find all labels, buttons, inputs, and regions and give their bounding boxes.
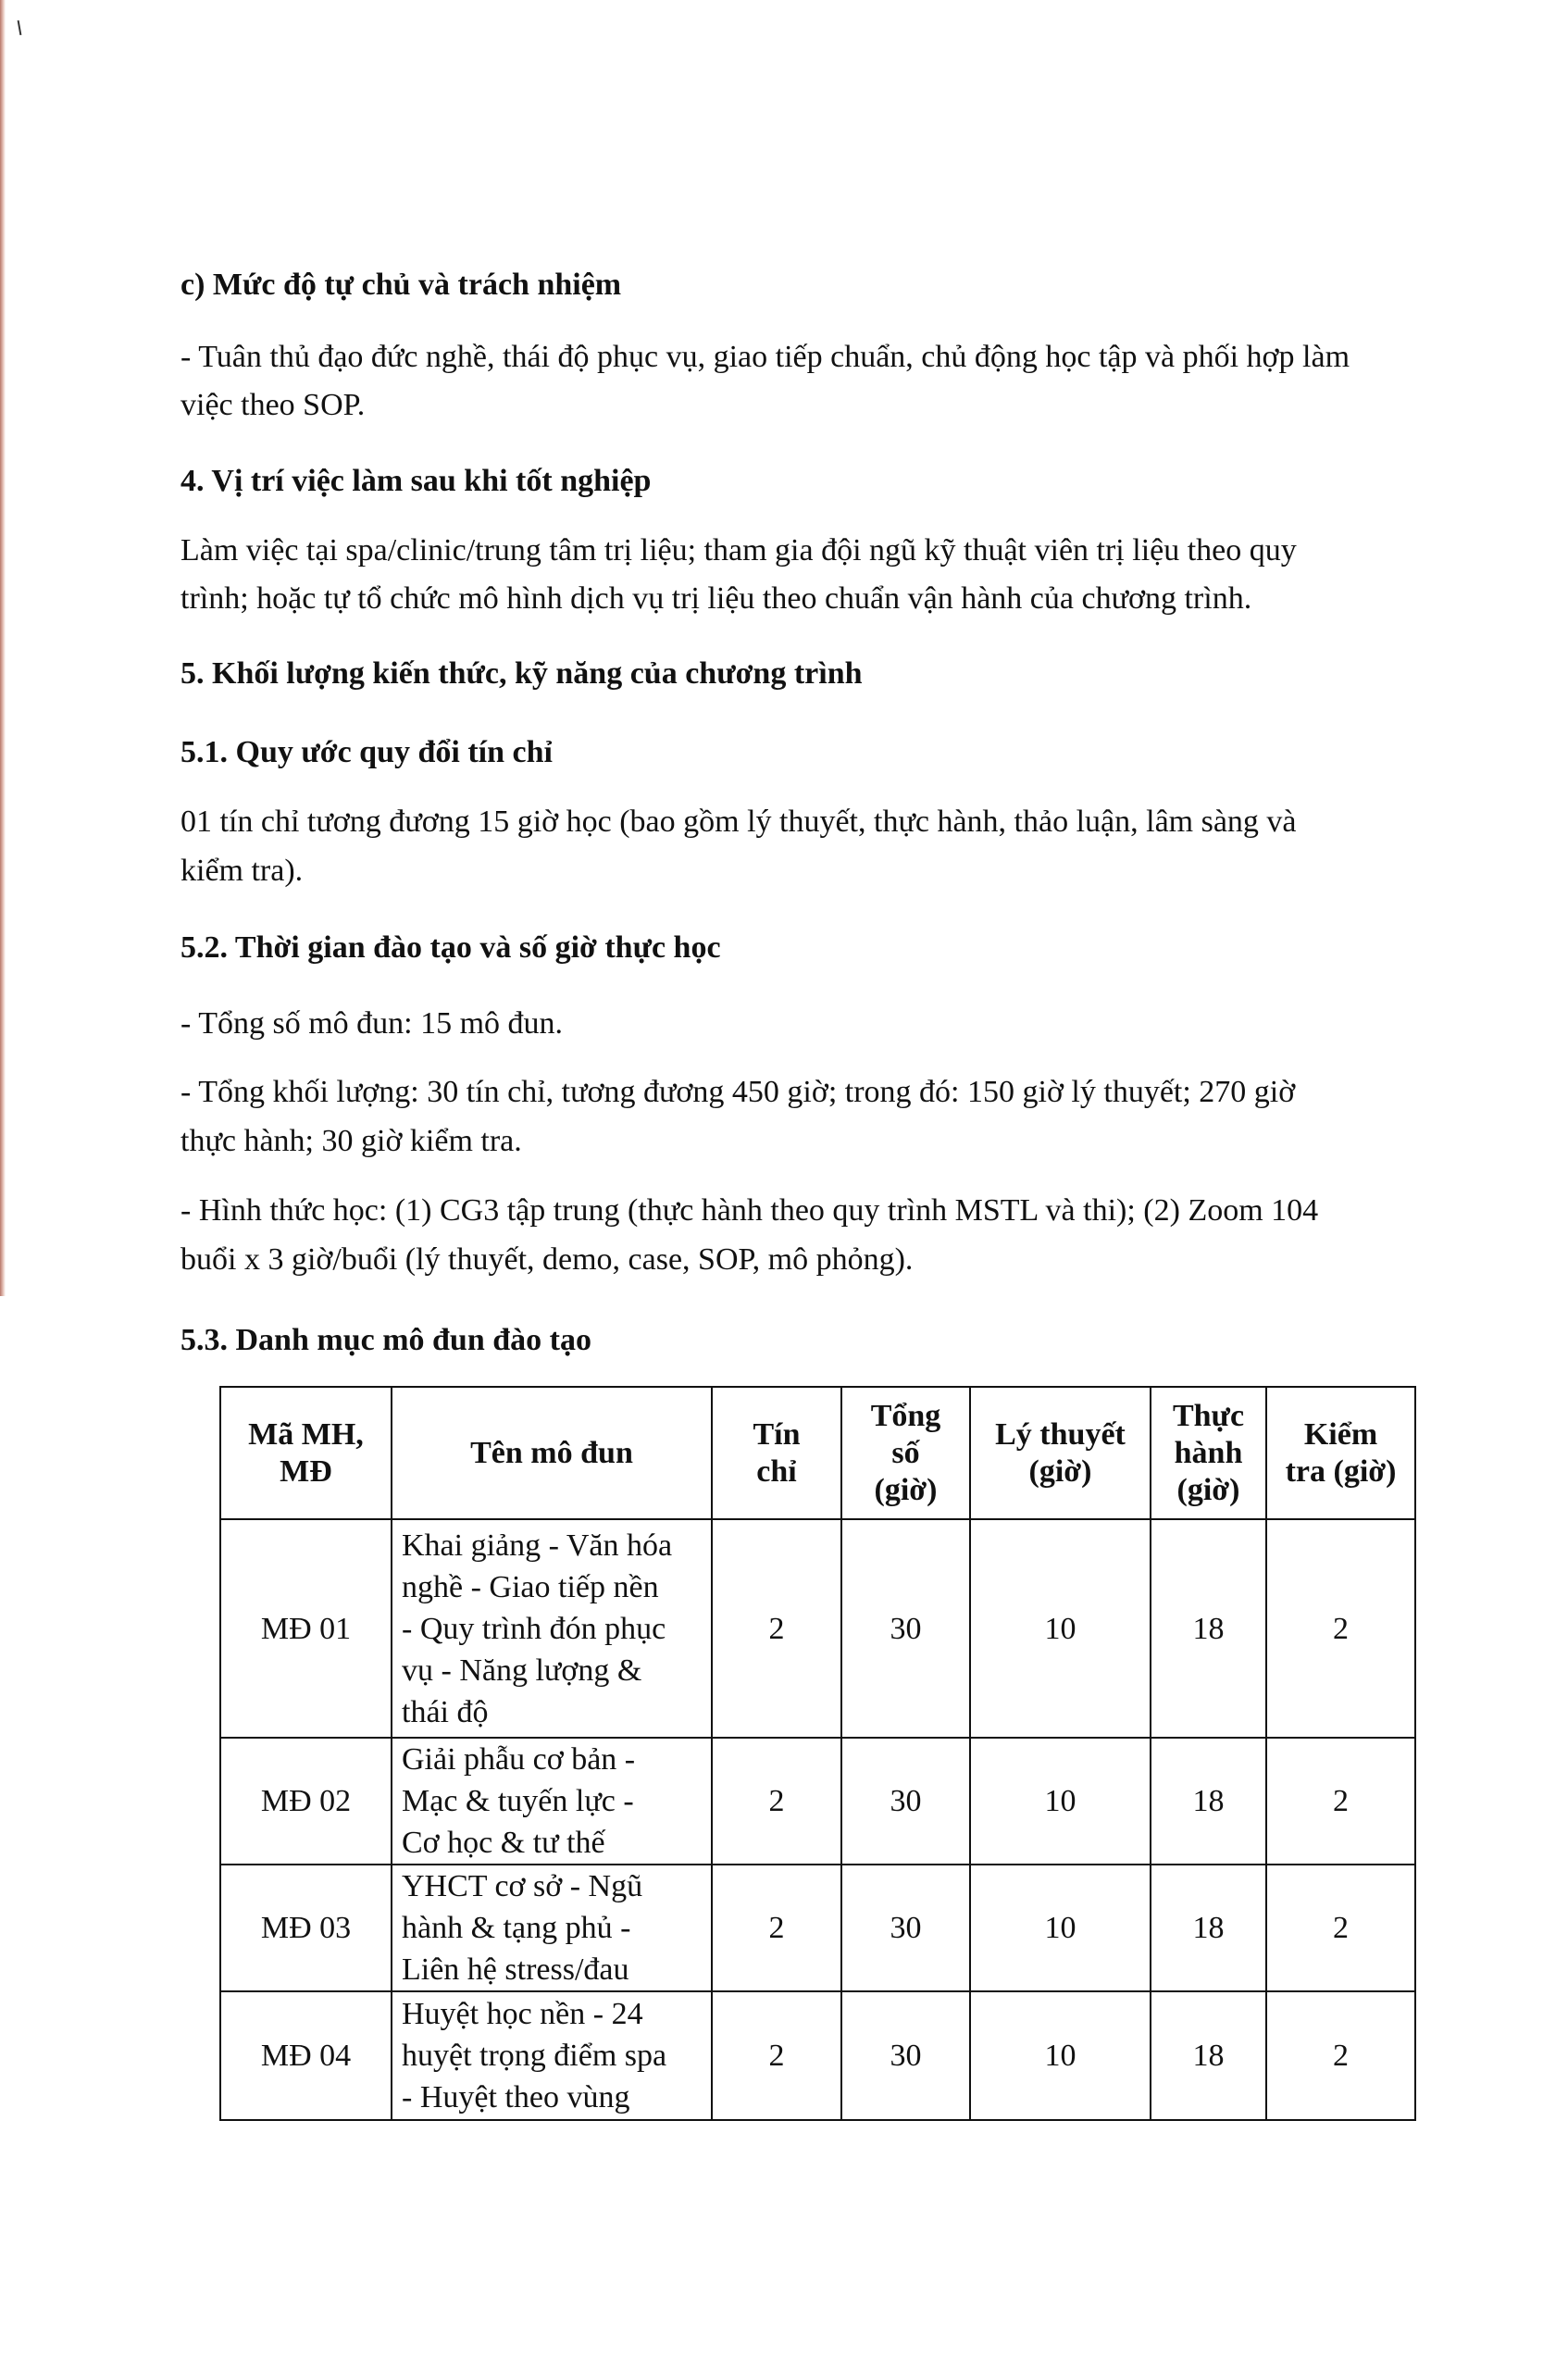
- cell-credits: 2: [712, 1991, 841, 2120]
- cell-code: MĐ 03: [220, 1865, 392, 1991]
- cell-theory-hours: 10: [970, 1519, 1151, 1738]
- list-item-total-modules: - Tổng số mô đun: 15 mô đun.: [180, 1006, 564, 1041]
- header-name-label: Tên mô đun: [470, 1435, 633, 1470]
- paragraph-5-1-line-1: 01 tín chỉ tương đương 15 giờ học (bao gồm lý thuyết, thực hành, thảo luận, lâm sàng và: [180, 805, 1297, 839]
- list-item-study-format-line-2: buổi x 3 giờ/buổi (lý thuyết, demo, case, SOP, mô phỏng).: [180, 1242, 914, 1277]
- cell-module-name: [392, 1865, 712, 1991]
- header-total-line-1: Tổng: [870, 1398, 941, 1433]
- header-theory-line-2: (giờ): [1028, 1453, 1092, 1489]
- heading-c-autonomy: c) Mức độ tự chủ và trách nhiệm: [180, 268, 622, 302]
- header-total-hours: [841, 1387, 970, 1519]
- cell-practice-hours: 18: [1151, 1519, 1266, 1738]
- cell-module-name: [392, 1519, 712, 1738]
- cell-code: MĐ 04: [220, 1991, 392, 2120]
- table-header-row: [220, 1387, 1415, 1519]
- header-theory-hours: [970, 1387, 1151, 1519]
- header-code-line-1: Mã MH,: [248, 1416, 364, 1452]
- cell-total-hours: 30: [841, 1738, 970, 1865]
- heading-5-3-module-list: 5.3. Danh mục mô đun đào tạo: [180, 1323, 591, 1357]
- cell-code: MĐ 01: [220, 1519, 392, 1738]
- heading-4-job-positions: 4. Vị trí việc làm sau khi tốt nghiệp: [180, 464, 652, 498]
- heading-5-1-credit-convention: 5.1. Quy ước quy đổi tín chỉ: [180, 735, 553, 769]
- list-item-total-volume-line-1: - Tổng khối lượng: 30 tín chỉ, tương đương 450 giờ; trong đó: 150 giờ lý thuyết; 270 giờ: [180, 1075, 1296, 1109]
- header-credits-line-1: Tín: [753, 1416, 801, 1452]
- cell-total-hours: 30: [841, 1991, 970, 2120]
- cell-theory-hours: 10: [970, 1738, 1151, 1865]
- module-name-line: Cơ học & tư thế: [402, 1826, 605, 1860]
- cell-module-name: [392, 1738, 712, 1865]
- cell-total-hours: 30: [841, 1519, 970, 1738]
- module-name-line: - Huyệt theo vùng: [402, 2080, 630, 2114]
- cell-credits: 2: [712, 1865, 841, 1991]
- cell-exam-hours: 2: [1266, 1865, 1415, 1991]
- page-edge-shadow: [0, 0, 6, 1296]
- header-code: [220, 1387, 392, 1519]
- module-table: [219, 1386, 1416, 2121]
- table-row: [220, 1991, 1415, 2120]
- header-credits-line-2: chỉ: [756, 1453, 797, 1489]
- paragraph-c-line-1: - Tuân thủ đạo đức nghề, thái độ phục vụ, giao tiếp chuẩn, chủ động học tập và phối hợp làm: [180, 340, 1350, 374]
- cell-code: MĐ 02: [220, 1738, 392, 1865]
- module-name-line: hành & tạng phủ -: [402, 1911, 631, 1945]
- cell-exam-hours: 2: [1266, 1738, 1415, 1865]
- module-name-line: thái độ: [402, 1694, 489, 1729]
- paragraph-5-1-line-2: kiểm tra).: [180, 854, 304, 888]
- table-row: [220, 1738, 1415, 1865]
- cell-theory-hours: 10: [970, 1865, 1151, 1991]
- table-row: [220, 1519, 1415, 1738]
- header-theory-line-1: Lý thuyết: [995, 1416, 1126, 1452]
- cell-theory-hours: 10: [970, 1991, 1151, 2120]
- cell-total-hours: 30: [841, 1865, 970, 1991]
- module-name-line: - Quy trình đón phục: [402, 1611, 666, 1646]
- scan-mark: [18, 20, 22, 35]
- header-code-line-2: MĐ: [280, 1453, 332, 1489]
- header-name: [392, 1387, 712, 1519]
- header-total-line-2: số: [891, 1435, 920, 1470]
- module-name-line: Khai giảng - Văn hóa: [402, 1528, 673, 1563]
- header-exam-line-1: Kiểm: [1303, 1416, 1378, 1452]
- module-name-line: vụ - Năng lượng &: [402, 1653, 642, 1688]
- module-name-line: nghề - Giao tiếp nền: [402, 1569, 659, 1604]
- heading-5-2-training-time: 5.2. Thời gian đào tạo và số giờ thực học: [180, 930, 721, 965]
- module-name-line: Liên hệ stress/đau: [402, 1952, 629, 1987]
- list-item-study-format-line-1: - Hình thức học: (1) CG3 tập trung (thực hành theo quy trình MSTL và thi); (2) Zoom 104: [180, 1193, 1319, 1228]
- header-exam-hours: [1266, 1387, 1415, 1519]
- cell-exam-hours: 2: [1266, 1519, 1415, 1738]
- header-practice-line-3: (giờ): [1176, 1472, 1240, 1507]
- cell-exam-hours: 2: [1266, 1991, 1415, 2120]
- header-credits: [712, 1387, 841, 1519]
- module-name-line: Giải phẫu cơ bản -: [402, 1742, 636, 1777]
- cell-practice-hours: 18: [1151, 1991, 1266, 2120]
- paragraph-c-line-2: việc theo SOP.: [180, 388, 366, 422]
- header-practice-hours: [1151, 1387, 1266, 1519]
- module-name-line: Huyệt học nền - 24: [402, 1997, 643, 2031]
- module-name-line: YHCT cơ sở - Ngũ: [402, 1869, 643, 1903]
- paragraph-4-line-2: trình; hoặc tự tổ chức mô hình dịch vụ trị liệu theo chuẩn vận hành của chương trình.: [180, 581, 1252, 616]
- list-item-total-volume-line-2: thực hành; 30 giờ kiểm tra.: [180, 1124, 522, 1158]
- module-name-line: Mạc & tuyến lực -: [402, 1784, 634, 1818]
- table-row: [220, 1865, 1415, 1991]
- header-total-line-3: (giờ): [874, 1472, 938, 1507]
- cell-practice-hours: 18: [1151, 1738, 1266, 1865]
- header-exam-line-2: tra (giờ): [1285, 1453, 1397, 1489]
- cell-credits: 2: [712, 1519, 841, 1738]
- header-practice-line-2: hành: [1174, 1435, 1243, 1470]
- heading-5-knowledge-volume: 5. Khối lượng kiến thức, kỹ năng của chương trình: [180, 656, 863, 691]
- cell-practice-hours: 18: [1151, 1865, 1266, 1991]
- paragraph-4-line-1: Làm việc tại spa/clinic/trung tâm trị liệu; tham gia đội ngũ kỹ thuật viên trị liệu theo quy: [180, 533, 1297, 568]
- header-practice-line-1: Thực: [1172, 1398, 1245, 1433]
- cell-module-name: [392, 1991, 712, 2120]
- module-name-line: huyệt trọng điểm spa: [402, 2039, 667, 2073]
- cell-credits: 2: [712, 1738, 841, 1865]
